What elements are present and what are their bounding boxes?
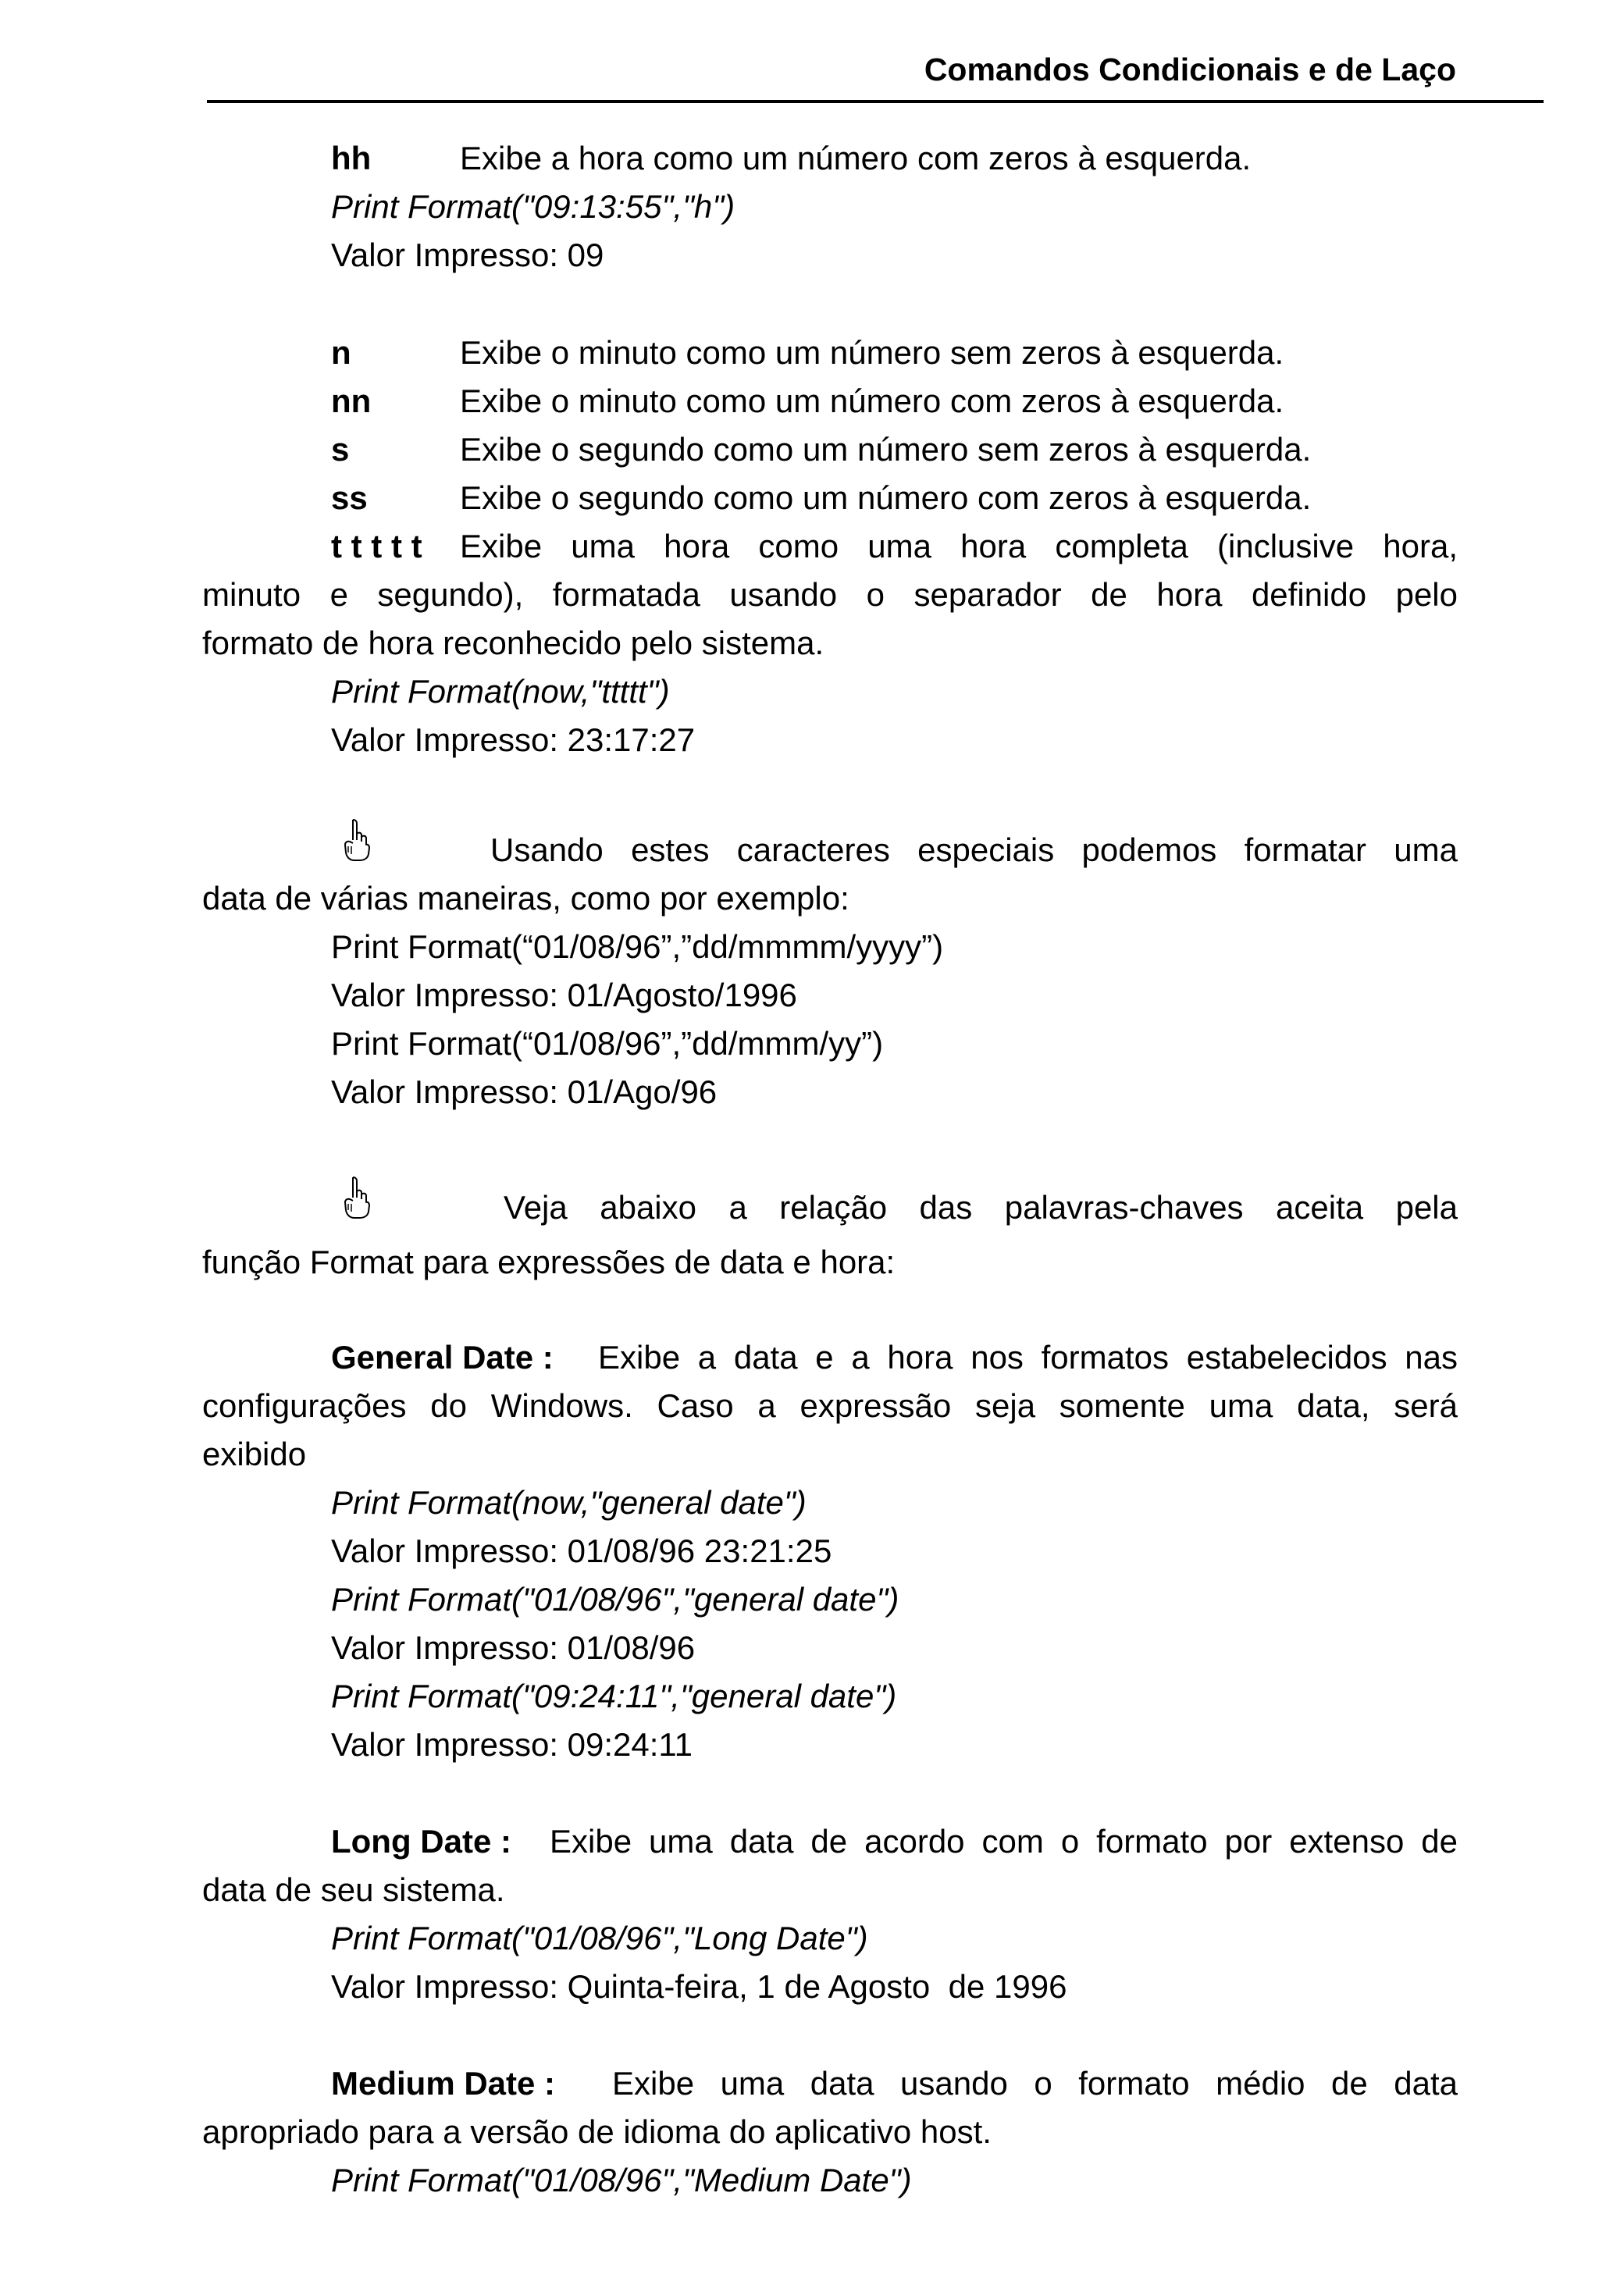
note2-line1: Veja abaixo a relação das palavras-chaves aceita pela [504,1189,1458,1226]
term-ttttt-desc-line1: Exibe uma hora como uma hora completa (inclusive hora, [460,528,1458,564]
header-rule [207,100,1544,103]
term-nn-desc: Exibe o minuto como um número com zeros à esquerda. [460,383,1284,419]
long-date-term: Long Date : [331,1823,511,1860]
term-n-desc: Exibe o minuto como um número sem zeros à esquerda. [460,334,1284,371]
code-hh: Print Format("09:13:55","h") [331,188,735,225]
medium-date-line1: Exibe uma data usando o formato médio de data [612,2065,1458,2102]
term-hh-desc: Exibe a hora como um número com zeros à esquerda. [460,140,1252,176]
note2-line2: função Format para expressões de data e hora: [202,1244,896,1280]
note1-example-1: Print Format(“01/08/96”,”dd/mmmm/yyyy”) [331,928,944,965]
note1-line1: Usando estes caracteres especiais podemos formatar uma [490,831,1458,868]
term-n: n [331,334,351,371]
term-ttttt: t t t t t [331,528,422,564]
medium-date-line2: apropriado para a versão de idioma do aplicativo host. [202,2113,992,2150]
general-date-result-3: Valor Impresso: 09:24:11 [331,1726,693,1763]
general-date-code-2: Print Format("01/08/96","general date") [331,1581,899,1618]
page-header-title: Comandos Condicionais e de Laço [924,52,1456,87]
general-date-term: General Date : [331,1339,554,1376]
term-ttttt-desc-line3: formato de hora reconhecido pelo sistema. [202,625,824,661]
general-date-code-3: Print Format("09:24:11","general date") [331,1678,897,1714]
general-date-code-1: Print Format(now,"general date") [331,1484,807,1521]
pointing-hand-icon [344,818,370,862]
result-hh: Valor Impresso: 09 [331,237,604,273]
note1-example-3: Print Format(“01/08/96”,”dd/mmm/yy”) [331,1025,884,1062]
note1-example-2: Valor Impresso: 01/Agosto/1996 [331,977,797,1013]
long-date-line1: Exibe uma data de acordo com o formato por extenso de [550,1823,1458,1860]
long-date-code: Print Format("01/08/96","Long Date") [331,1920,868,1956]
general-date-result-2: Valor Impresso: 01/08/96 [331,1629,696,1666]
term-nn: nn [331,383,372,419]
result-ttttt: Valor Impresso: 23:17:27 [331,721,696,758]
note1-line2: data de várias maneiras, como por exemplo: [202,880,849,917]
pointing-hand-icon [344,1176,370,1219]
long-date-result: Valor Impresso: Quinta-feira, 1 de Agosto de 1996 [331,1968,1067,2005]
long-date-line2: data de seu sistema. [202,1871,505,1908]
term-s-desc: Exibe o segundo como um número sem zeros à esquerda. [460,431,1312,468]
code-ttttt: Print Format(now,"ttttt") [331,673,670,710]
general-date-line1: Exibe a data e a hora nos formatos estabelecidos nas [598,1339,1458,1376]
term-ss: ss [331,479,368,516]
term-ttttt-desc-line2: minuto e segundo), formatada usando o separador de hora definido pelo [202,576,1458,613]
general-date-line2: configurações do Windows. Caso a expressão seja somente uma data, será [202,1387,1458,1424]
general-date-line3: exibido [202,1436,307,1472]
term-ss-desc: Exibe o segundo como um número com zeros à esquerda. [460,479,1312,516]
note1-example-4: Valor Impresso: 01/Ago/96 [331,1073,718,1110]
medium-date-code: Print Format("01/08/96","Medium Date") [331,2162,912,2198]
general-date-result-1: Valor Impresso: 01/08/96 23:21:25 [331,1532,832,1569]
medium-date-term: Medium Date : [331,2065,556,2102]
term-s: s [331,431,350,468]
term-hh: hh [331,140,372,176]
